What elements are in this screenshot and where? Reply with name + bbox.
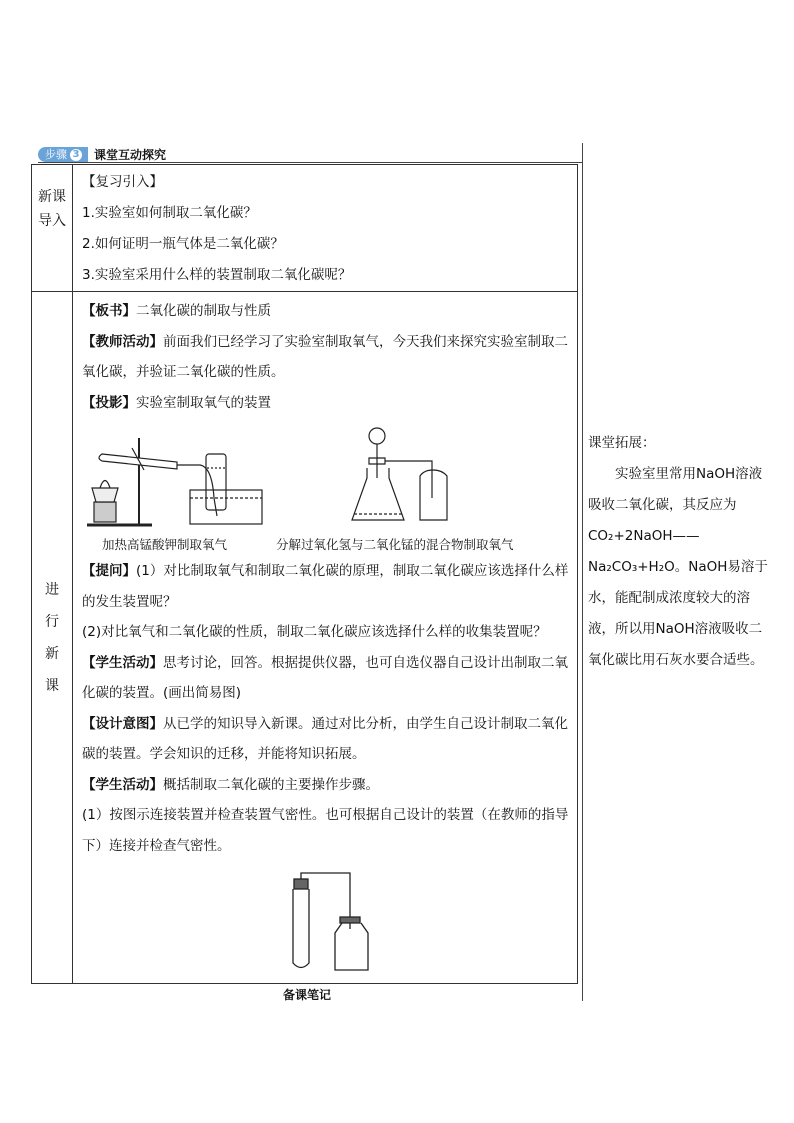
text: 实验室制取氧气的装置 [136, 394, 271, 411]
review-heading: 【复习引入】 [82, 174, 163, 190]
label-line: 课 [45, 677, 59, 694]
newlesson-content [73, 292, 578, 984]
step-header [38, 146, 166, 163]
text: 二氧化碳的制取与性质 [136, 303, 271, 319]
text: (1）对比制取氧气和制取二氧化碳的原理，制取二氧化碳应该选择什么样的发生装置呢？ [82, 563, 569, 610]
kmno4-apparatus [87, 438, 262, 525]
question-line [82, 556, 569, 617]
row-intro [32, 165, 578, 292]
text: 从已学的知识导入新课。通过对比分析，由学生自己设计制取二氧化碳的装置。学会知识的迁移，并能将知识拓展。 [82, 715, 568, 762]
apparatus-figures [82, 418, 542, 530]
tag: 【设计意图】 [82, 715, 163, 732]
label-line: 新 [45, 645, 59, 662]
teacher-line [82, 327, 569, 388]
label-line: 新课 [38, 189, 66, 205]
student-activity-line-2 [82, 770, 569, 801]
projection-line [82, 388, 569, 419]
label-line: 导入 [38, 213, 66, 229]
prep-notes-label: 备课笔记 [283, 988, 332, 1002]
row-label-intro [32, 165, 73, 292]
review-question: 3.实验室采用什么样的装置制取二氧化碳呢？ [82, 267, 352, 283]
question-two: (2)对比氧气和二氧化碳的性质，制取二氧化碳应该选择什么样的收集装置呢？ [82, 624, 547, 640]
text: 概括制取二氧化碳的主要操作步骤。 [163, 776, 379, 793]
co2-apparatus-figure [280, 871, 400, 971]
extension-paragraph: 实验室里常用NaOH溶液吸收二氧化碳，其反应为CO₂+2NaOH——Na₂CO₃+H₂O。NaOH易溶于水，能配制成浓度较大的溶液，所以用NaOH溶液吸收二氧化碳比用石灰水要合适些。 [588, 466, 768, 668]
row-newlesson [32, 292, 578, 984]
extension-title: 课堂拓展： [588, 435, 656, 451]
step-one: (1）按图示连接装置并检查装置气密性。也可根据自己设计的装置（在教师的指导下）连接并检查气密性。 [82, 807, 569, 854]
label-line: 行 [45, 613, 59, 630]
intro-content [73, 165, 578, 292]
tag: 【板书】 [82, 303, 136, 319]
h2o2-apparatus [352, 428, 447, 520]
student-activity-line [82, 648, 569, 709]
review-question: 2.如何证明一瓶气体是二氧化碳？ [82, 236, 284, 252]
label-line: 进 [45, 581, 59, 598]
tag: 【学生活动】 [82, 776, 163, 793]
text: 前面我们已经学习了实验室制取氧气，今天我们来探究实验室制取二氧化碳，并验证二氧化碳的性质。 [82, 333, 568, 380]
step-badge [38, 147, 88, 162]
figure-row [82, 418, 569, 558]
tag: 【提问】 [82, 563, 136, 579]
figure-caption-kmno4: 加热高锰酸钾制取氧气 [102, 537, 228, 552]
lesson-table [31, 164, 578, 984]
step-number: 3 [70, 149, 82, 161]
section-title: 课堂互动探究 [94, 148, 167, 162]
text: 思考讨论，回答。根据提供仪器，也可自选仪器自己设计出制取二氧化碳的装置。(画出简易图) [82, 654, 568, 701]
step-label: 步骤 [45, 148, 67, 161]
header-rule [38, 162, 582, 163]
banshu-line [82, 296, 569, 327]
tag: 【学生活动】 [82, 654, 163, 671]
extension-note [588, 428, 768, 676]
tag: 【教师活动】 [82, 333, 163, 350]
tag: 【投影】 [82, 394, 136, 411]
review-question: 1.实验室如何制取二氧化碳？ [82, 205, 257, 221]
row-label-newlesson [32, 292, 73, 984]
design-intent-line [82, 709, 569, 770]
notes-divider [582, 143, 583, 1001]
figure-caption-h2o2: 分解过氧化氢与二氧化锰的混合物制取氧气 [276, 537, 514, 552]
